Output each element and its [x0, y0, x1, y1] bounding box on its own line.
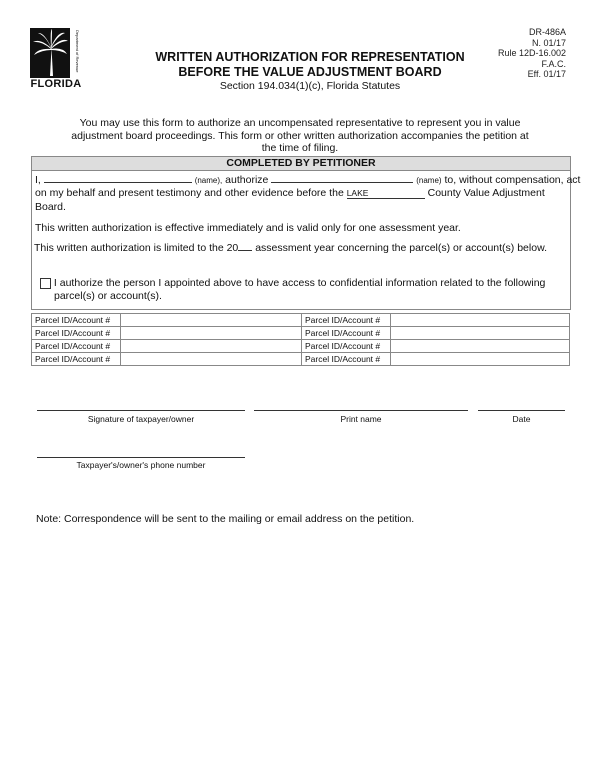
table-row	[32, 353, 570, 366]
page-title	[100, 50, 520, 79]
petitioner-section	[31, 156, 581, 310]
confidential-text-1: I authorize the person I appointed above to have access to confidential information related to the following	[53, 277, 546, 289]
table-row	[32, 314, 570, 327]
logo-seal-text: Department of Revenue	[75, 30, 80, 73]
parcel-label: Parcel ID/Account #	[32, 327, 121, 340]
title-line-1: WRITTEN AUTHORIZATION FOR REPRESENTATION	[155, 50, 465, 64]
confidential-line	[40, 277, 545, 289]
parcel-field[interactable]	[121, 353, 302, 366]
county-field[interactable]: LAKE	[347, 188, 425, 199]
text-assessment-year: assessment year concerning the parcel(s) or account(s) below.	[255, 242, 547, 254]
phone-line[interactable]	[37, 457, 245, 458]
name-hint: (name),	[194, 176, 223, 185]
form-code-revision: N. 01/17	[531, 37, 566, 48]
text-authorize: authorize	[225, 174, 269, 186]
form-code-number: DR-486A	[528, 27, 566, 37]
table-row	[32, 340, 570, 353]
signature-label: Signature of taxpayer/owner	[87, 414, 195, 424]
form-code-rule: Rule 12D-16.002	[497, 48, 566, 58]
parcel-label: Parcel ID/Account #	[302, 353, 391, 366]
parcel-label: Parcel ID/Account #	[32, 353, 121, 366]
parcel-label: Parcel ID/Account #	[302, 327, 391, 340]
effective-text: This written authorization is effective immediately and is valid only for one assessment year.	[35, 222, 461, 234]
name-hint-2: (name)	[416, 176, 442, 185]
parcel-label: Parcel ID/Account #	[32, 314, 121, 327]
confidential-text-2: parcel(s) or account(s).	[54, 290, 162, 302]
phone-label: Taxpayer's/owner's phone number	[76, 460, 206, 470]
text-before-the: on my behalf and present testimony and other evidence before the	[35, 187, 344, 199]
table-row	[32, 327, 570, 340]
text-limited-to: This written authorization is limited to the 20	[34, 242, 239, 254]
assessment-year-line	[34, 241, 547, 254]
parcel-table	[31, 313, 570, 366]
form-code-fac: F.A.C.	[541, 58, 566, 69]
assessment-year-field[interactable]	[238, 241, 252, 251]
parcel-field[interactable]	[391, 353, 570, 366]
statute-subtitle: Section 194.034(1)(c), Florida Statutes	[219, 80, 401, 92]
text-i: I,	[35, 174, 41, 186]
parcel-label: Parcel ID/Account #	[32, 340, 121, 353]
confidential-access-checkbox[interactable]	[40, 278, 51, 289]
intro-line-2: adjustment board proceedings. This form or other written authorization accompanies the petition at	[71, 129, 529, 142]
parcel-field[interactable]	[391, 340, 570, 353]
board-text: Board.	[35, 201, 66, 213]
petitioner-name-field[interactable]	[44, 173, 192, 183]
form-code-effective: Eff. 01/17	[527, 69, 566, 79]
authorize-line	[35, 173, 580, 186]
text-county-vab: County Value Adjustment	[427, 187, 545, 199]
parcel-label: Parcel ID/Account #	[302, 314, 391, 327]
print-name-label: Print name	[340, 414, 382, 424]
parcel-label: Parcel ID/Account #	[302, 340, 391, 353]
representative-name-field[interactable]	[271, 173, 413, 183]
signature-line[interactable]	[37, 410, 245, 411]
intro-line-3: the time of filing.	[261, 142, 339, 154]
title-line-2: BEFORE THE VALUE ADJUSTMENT BOARD	[178, 64, 442, 79]
parcel-field[interactable]	[121, 314, 302, 327]
logo-text: FLORIDA	[30, 78, 82, 90]
intro-text	[52, 117, 548, 155]
print-name-line[interactable]	[254, 410, 468, 411]
parcel-field[interactable]	[121, 340, 302, 353]
parcel-field[interactable]	[391, 327, 570, 340]
date-label: Date	[512, 414, 531, 424]
petitioner-heading: COMPLETED BY PETITIONER	[32, 157, 570, 171]
county-line	[35, 187, 545, 199]
parcel-field[interactable]	[391, 314, 570, 327]
correspondence-note: Note: Correspondence will be sent to the mailing or email address on the petition.	[36, 513, 415, 525]
parcel-field[interactable]	[121, 327, 302, 340]
date-line[interactable]	[478, 410, 565, 411]
text-without-compensation: to, without compensation, act	[444, 174, 581, 186]
intro-line-1: You may use this form to authorize an uncompensated representative to represent you in value	[79, 117, 521, 129]
